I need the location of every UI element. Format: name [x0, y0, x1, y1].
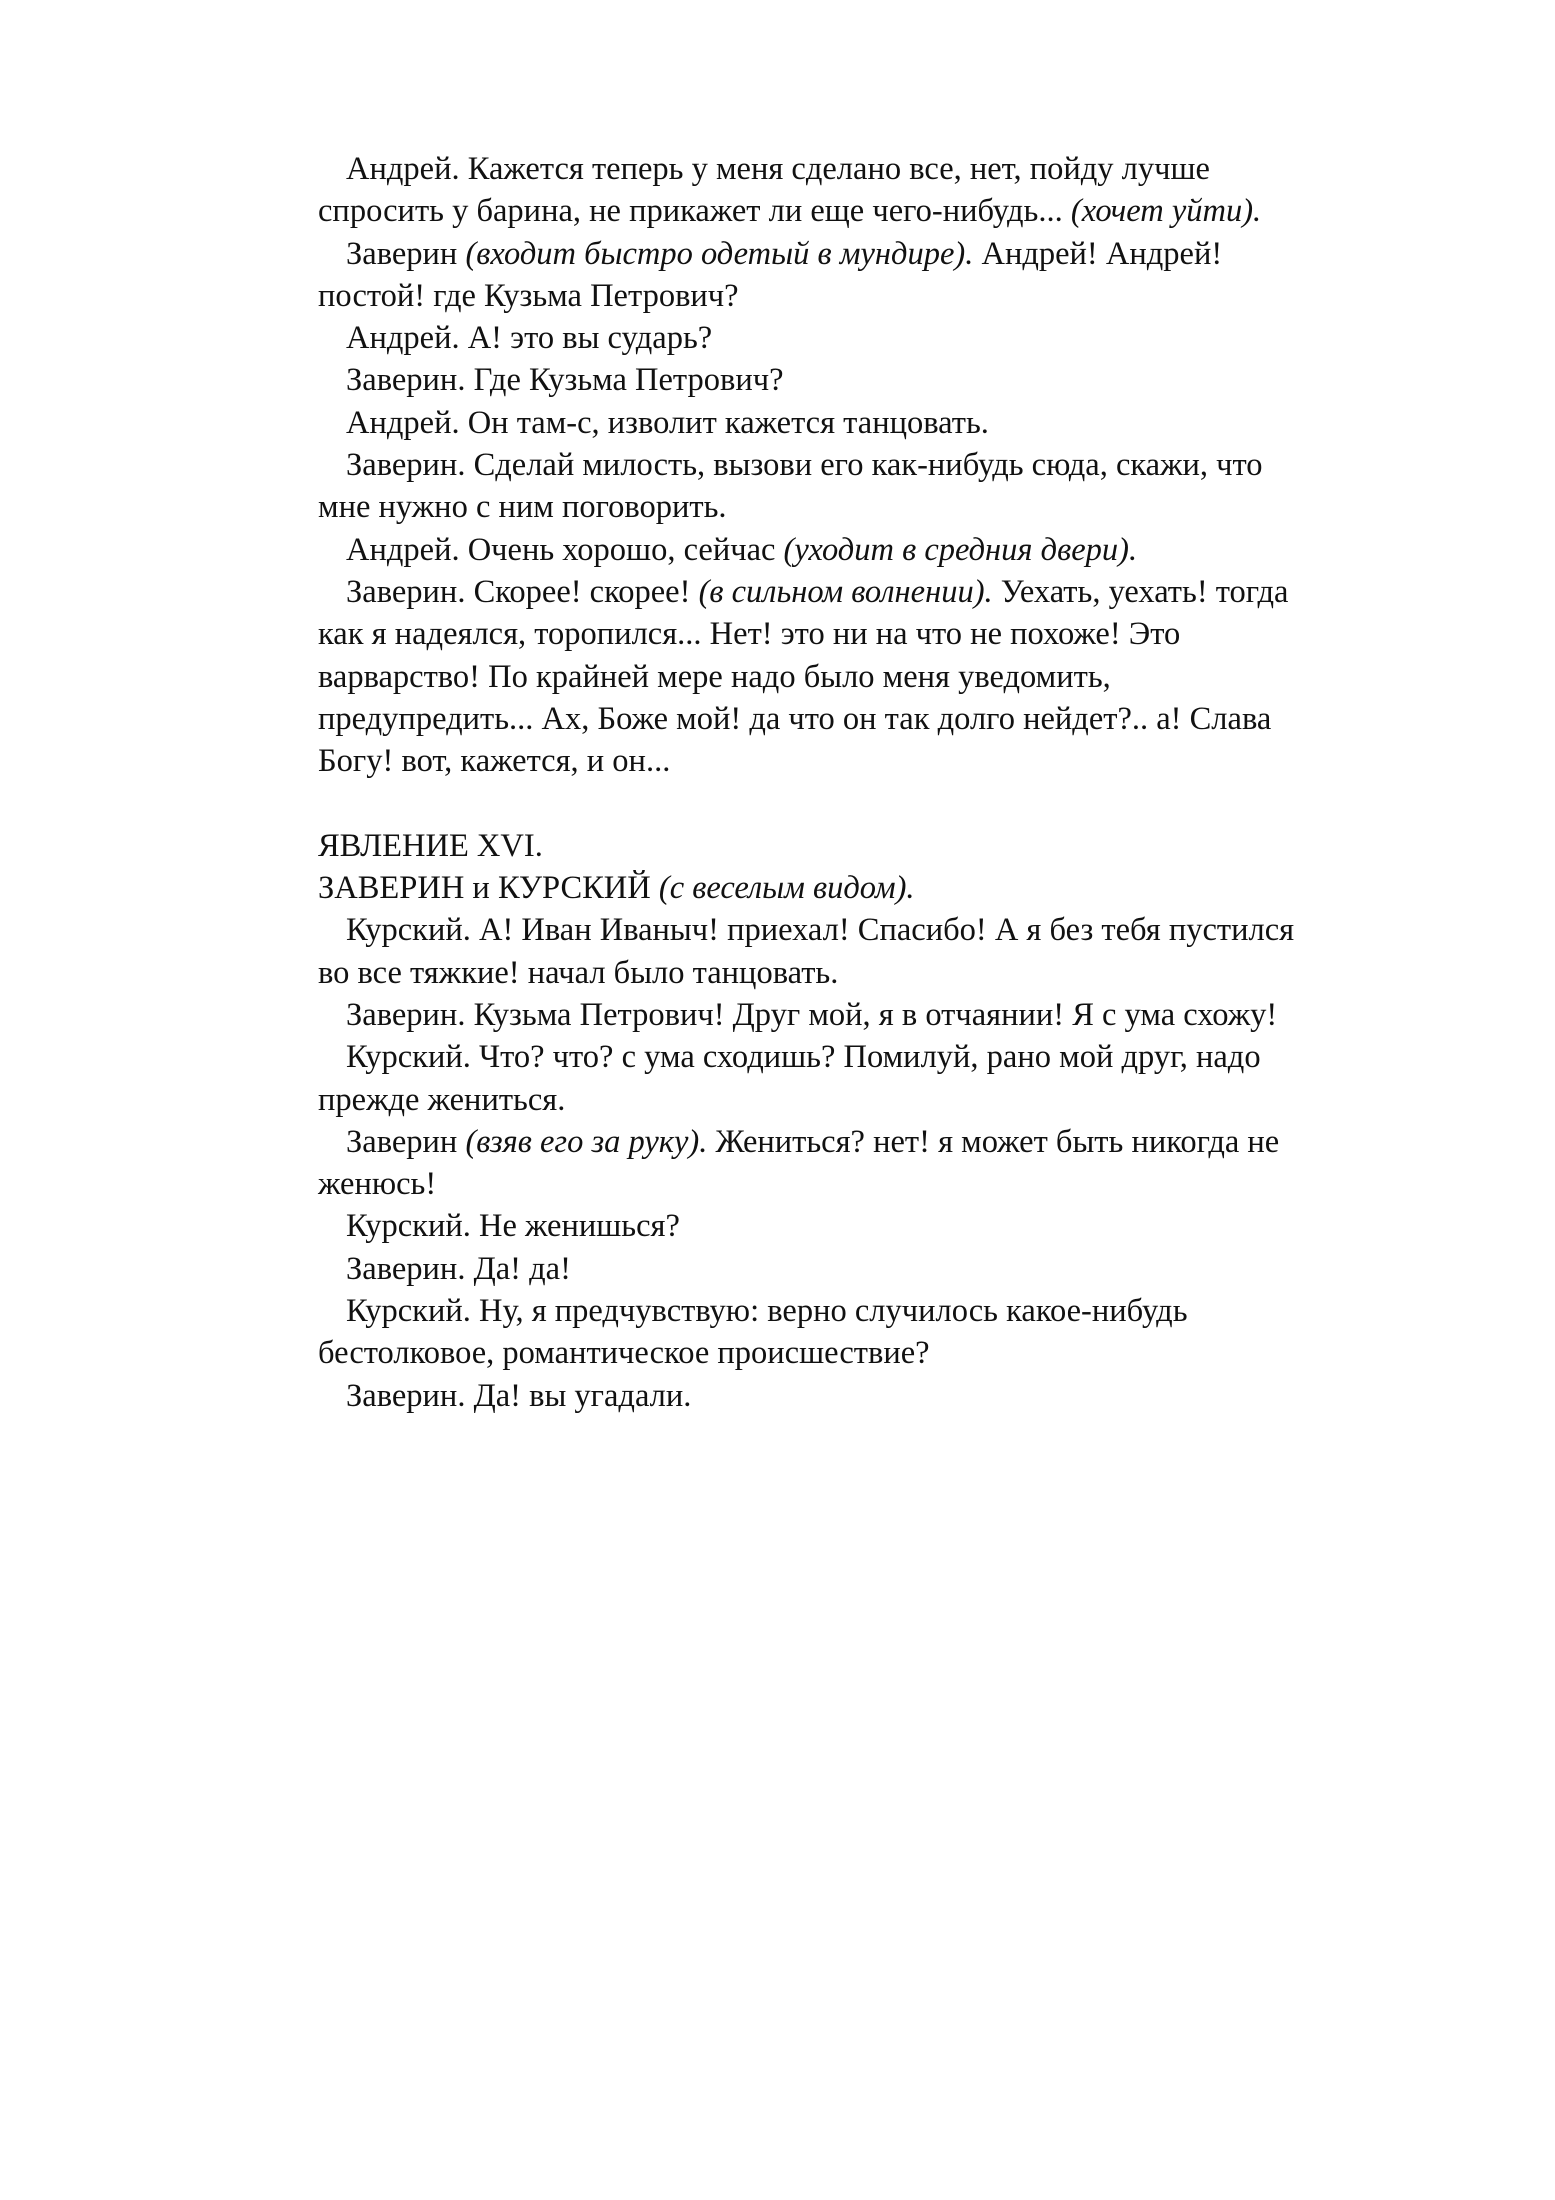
text-line: постой! где Кузьма Петрович?	[318, 277, 739, 314]
paragraph-zaverin-6	[318, 1121, 1438, 1206]
stage-direction: (уходит в средния двери).	[783, 531, 1138, 568]
stage-direction: (хочет уйти).	[1070, 193, 1262, 230]
text-line: спросить у барина, не прикажет ли еще чего-нибудь...	[318, 193, 1063, 230]
text-line: Уехать, уехать! тогда	[1000, 573, 1289, 610]
stage-direction: (взяв его за руку).	[465, 1123, 708, 1160]
paragraph-kursky-4	[318, 1290, 1438, 1375]
stage-direction: (в сильном волнении).	[698, 573, 993, 610]
document-page	[318, 148, 1438, 1417]
text-line: Богу! вот, кажется, и он...	[318, 743, 671, 780]
stage-direction: (с веселым видом).	[658, 870, 915, 907]
text-line: женюсь!	[318, 1166, 437, 1203]
text-line: прежде жениться.	[318, 1081, 566, 1118]
paragraph-zaverin-8: Заверин. Да! вы угадали.	[346, 1377, 692, 1414]
paragraph-zaverin-5: Заверин. Кузьма Петрович! Друг мой, я в отчаянии! Я с ума схожу!	[346, 996, 1278, 1033]
paragraph-andrey-2: Андрей. А! это вы сударь?	[346, 320, 713, 357]
paragraph-kursky-1	[318, 909, 1438, 994]
paragraph-zaverin-3	[318, 444, 1438, 529]
text-line: предупредить... Ах, Боже мой! да что он так долго нейдет?.. а! Слава	[318, 700, 1272, 737]
paragraph-andrey-4	[318, 529, 1438, 571]
text-line: Жениться? нет! я может быть никогда не	[715, 1123, 1280, 1160]
paragraph-kursky-3: Курский. Не женишься?	[346, 1208, 680, 1245]
text-line: Андрей! Андрей!	[981, 235, 1223, 272]
paragraph-kursky-2	[318, 1036, 1438, 1121]
text-line: Курский. А! Иван Иваныч! приехал! Спасибо! А я без тебя пустился	[346, 912, 1295, 949]
paragraph-andrey-3: Андрей. Он там-с, изволит кажется танцовать.	[346, 404, 989, 441]
text-line: Андрей. Кажется теперь у меня сделано все, нет, пойду лучше	[346, 151, 1210, 187]
paragraph-zaverin-1	[318, 233, 1438, 318]
section-gap	[318, 782, 1438, 824]
text-line: как я надеялся, торопился... Нет! это ни на что не похоже! Это	[318, 616, 1181, 653]
text-line: во все тяжкие! начал было танцовать.	[318, 954, 839, 991]
text-line: варварство! По крайней мере надо было меня уведомить,	[318, 658, 1111, 695]
speaker-name: Заверин	[346, 1123, 458, 1160]
cast-names: ЗАВЕРИН и КУРСКИЙ	[318, 870, 651, 907]
paragraph-andrey-1	[318, 148, 1438, 233]
scene-title: ЯВЛЕНИЕ XVI.	[318, 827, 543, 864]
paragraph-zaverin-7: Заверин. Да! да!	[346, 1250, 571, 1287]
speaker-name: Заверин	[346, 235, 458, 272]
text-line: Заверин. Скорее! скорее!	[346, 573, 691, 610]
text-line: бестолковое, романтическое происшествие?	[318, 1335, 930, 1372]
text-line: Курский. Ну, я предчувствую: верно случилось какое-нибудь	[346, 1293, 1188, 1330]
text-line: мне нужно с ним поговорить.	[318, 489, 727, 526]
paragraph-zaverin-2: Заверин. Где Кузьма Петрович?	[346, 362, 784, 399]
text-line: Курский. Что? что? с ума сходишь? Помилуй, рано мой друг, надо	[346, 1039, 1261, 1076]
text-line: Заверин. Сделай милость, вызови его как-нибудь сюда, скажи, что	[346, 447, 1263, 484]
text-line: Андрей. Очень хорошо, сейчас	[346, 531, 776, 568]
scene-cast	[318, 867, 1438, 909]
stage-direction: (входит быстро одетый в мундире).	[465, 235, 974, 272]
paragraph-zaverin-4	[318, 571, 1438, 782]
